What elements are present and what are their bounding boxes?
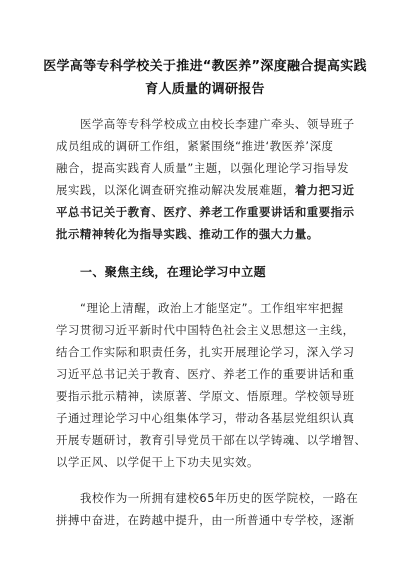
paragraph-2-line-4: 习近平总书记关于教育、医疗、养老工作的重要讲话和重 [56,367,355,381]
paragraph-1-line-1: 医学高等专科学校成立由校长李建广牵头、领导班子 [80,117,355,131]
paragraph-1-line-4 [56,183,355,198]
paragraph-1-line-5: 平总书记关于教育、医疗、养老工作重要讲话和重要指示 [56,205,355,219]
paragraph-1-line-4-bold: 着力把习近 [294,183,355,197]
paragraph-2-line-2: 学习贯彻习近平新时代中国特色社会主义思想这一主线， [56,323,355,337]
document-title-line2: 育人质量的调研报告 [145,82,265,97]
paragraph-2-line-5: 要指示批示精神，读原著、学原文、悟原理。学校领导班 [56,389,355,403]
paragraph-1-line-3: 融合，提高实践育人质量”主题，以强化理论学习指导发 [56,161,350,175]
section-1-heading: 一、聚焦主线，在理论学习中立题 [80,265,267,279]
paragraph-2-line-1: “理论上清醒，政治上才能坚定”。工作组牢牢把握 [80,301,344,315]
document-title-line1: 医学高等专科学校关于推进“教医养”深度融合提高实践 [43,59,367,74]
paragraph-2-line-7: 开展专题研讨，教育引导党员干部在以学铸魂、以学增智、 [56,433,367,447]
paragraph-1-line-2: 成员组成的调研工作组，紧紧围绕“推进‘教医养’深度 [56,139,334,153]
paragraph-1-line-4-text: 展实践，以深化调查研究推动解决发展难题， [56,183,295,197]
paragraph-3-line-1: 我校作为一所拥有建校65年历史的医学院校，一路在 [80,491,359,505]
paragraph-3-line-2: 拼搏中奋进，在跨越中提升，由一所普通中专学校，逐渐 [56,513,355,527]
paragraph-1-line-6: 批示精神转化为指导实践、推动工作的强大力量。 [56,227,319,241]
paragraph-2-line-8: 以学正风、以学促干上下功夫见实效。 [56,455,259,469]
paragraph-2-line-3: 结合工作实际和职责任务，扎实开展理论学习，深入学习 [56,345,355,359]
paragraph-2-line-6: 子通过理论学习中心组集体学习，带动各基层党组织认真 [56,411,355,425]
